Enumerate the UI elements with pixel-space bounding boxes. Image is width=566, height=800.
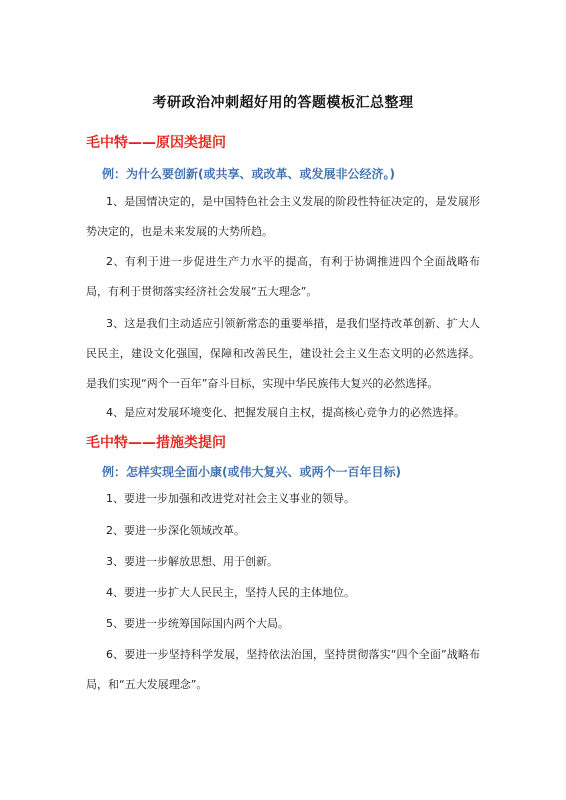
document-title: 考研政治冲刺超好用的答题模板汇总整理 <box>152 95 414 111</box>
section-example-reasons: 例：为什么要创新(或共享、或改革、或发展非公经济。) <box>102 167 395 181</box>
reason-item-3: 3、这是我们主动适应引领新常态的重要举措，是我们坚持改革创新、扩大人民民主，建设文化强国，保障和改善民生，建设社会主义生态文明的必然选择。是我们实现“两个一百年”奋斗目标，实现中华民族伟大复兴的必然选择。 <box>86 317 480 390</box>
section-heading-measures: 毛中特——措施类提问 <box>86 435 226 451</box>
measure-item-4: 4、要进一步扩大人民民主，坚持人民的主体地位。 <box>106 586 355 599</box>
reason-item-2: 2、有利于进一步促进生产力水平的提高，有利于协调推进四个全面战略布局，有利于贯彻落实经济社会发展“五大理念”。 <box>86 255 480 298</box>
measure-item-5: 5、要进一步统筹国际国内两个大局。 <box>106 617 289 630</box>
measure-item-6: 6、要进一步坚持科学发展，坚持依法治国，坚持贯彻落实“四个全面”战略布局，和“五大发展理念”。 <box>86 648 480 691</box>
section-heading-reasons: 毛中特——原因类提问 <box>86 135 226 151</box>
section-example-measures: 例：怎样实现全面小康(或伟大复兴、或两个一百年目标) <box>102 465 401 479</box>
reason-item-1: 1、是国情决定的，是中国特色社会主义发展的阶段性特征决定的，是发展形势决定的，也是未来发展的大势所趋。 <box>86 195 480 238</box>
reason-item-4: 4、是应对发展环境变化、把握发展自主权，提高核心竞争力的必然选择。 <box>106 406 465 419</box>
measure-item-3: 3、要进一步解放思想、用于创新。 <box>106 555 278 568</box>
measure-item-1: 1、要进一步加强和改进党对社会主义事业的领导。 <box>106 492 355 505</box>
measure-item-2: 2、要进一步深化领域改革。 <box>106 524 245 537</box>
